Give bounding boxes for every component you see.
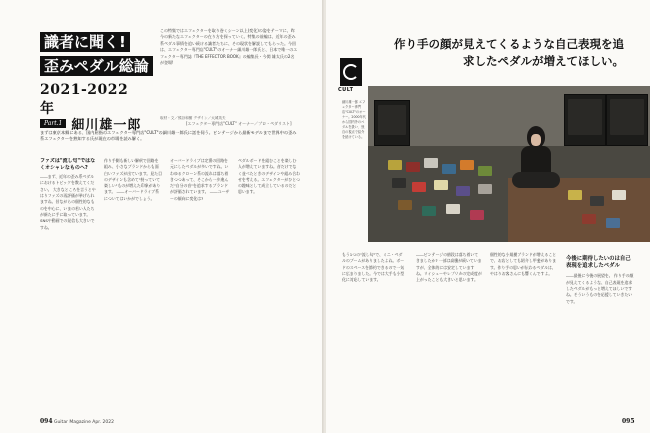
pedal xyxy=(434,180,448,190)
interviewee-name: 細川雄一郎 xyxy=(71,118,142,133)
right-folio xyxy=(622,418,635,425)
pedal xyxy=(606,218,620,228)
pedal xyxy=(442,164,456,174)
cult-logo-mark-icon xyxy=(343,64,359,80)
magazine-issue: Guitar Magazine Apr. 2022 xyxy=(53,420,114,425)
feature-credit: 取材・文／熊谷和樹 デザイン／大城英夫 xyxy=(160,116,226,120)
pedal xyxy=(388,160,402,170)
article-paragraph: ――ビンテージの値段は落ち着いてきましたか? 一部は高騰が続いていますが、全体的には安定していますね。リイシューやレプリカの完成度が上がったことも大きいと思います。 xyxy=(416,252,482,283)
pedal xyxy=(398,200,412,210)
interview-question: ファズは"流し匂"ではなくオシャレなものへ? xyxy=(40,158,96,171)
feature-title-line-1: 識者に聞く! xyxy=(40,32,130,52)
article-column-5 xyxy=(342,252,406,417)
article-paragraph: ――まず、近年の歪み系ペダルにおけるトピックを教えてください。 大きなところを言うとやはりファズの再評価が挙げられますね。昔ながらの個性的なものを中心に、いまの若い人たちが新たに手に取っています。SNSや動画での発信も大きいですね。 xyxy=(40,174,96,230)
left-page xyxy=(0,0,324,433)
left-page-number: 094 xyxy=(40,418,53,425)
feature-year-range: 2021-2022 年 xyxy=(40,82,129,117)
right-page xyxy=(326,0,650,433)
interview-photo xyxy=(368,86,650,242)
left-folio xyxy=(40,418,114,425)
article-paragraph: オーバードライブは定番の回路を元にしたペダルが多いですね。いわゆるクローン系の流れは落ち着きつつあって、そこから一歩進んだ"自分の音"を追求するブランドが評価されています。 ――ユーザーの傾向に変化は? xyxy=(170,158,230,201)
pedal xyxy=(582,214,596,224)
feature-title-block xyxy=(40,32,149,118)
pull-quote-headline: 作り手の顔が見えてくるような自己表現を追求したペダルが増えてほしい。 xyxy=(394,37,624,68)
article-column-6 xyxy=(416,252,482,417)
amp-cabinet xyxy=(564,94,606,146)
pedal xyxy=(456,186,470,196)
article-column-1 xyxy=(40,158,96,390)
pedal xyxy=(478,184,492,194)
article-paragraph: 個性的な小規模ブランドが増えることで、お店としても紹介し甲斐があります。作り手の思いが伝わるペダルは、やはりお客さんにも響くんですよ。 xyxy=(490,252,557,276)
pedal xyxy=(392,178,406,188)
amp-cabinet xyxy=(374,100,410,146)
article-column-7 xyxy=(490,252,558,417)
cult-logo-text: CULT xyxy=(338,87,354,93)
cult-logo xyxy=(340,58,362,86)
pedal xyxy=(406,162,420,172)
part-label: Part.1 xyxy=(40,119,66,128)
interviewee-figure xyxy=(518,126,554,196)
pedal xyxy=(470,210,484,220)
article-paragraph: ペダルボードを組むことを楽しむ人が増えていますね。音だけでなく並べたときのデザインや組み合わせを考える。エフェクターがひとつの趣味として成立しているのだと思います。 xyxy=(238,158,300,195)
right-page-number: 095 xyxy=(622,418,635,425)
pedal xyxy=(446,204,460,214)
pedal xyxy=(590,196,604,206)
article-column-3 xyxy=(170,158,230,390)
pedal xyxy=(460,160,474,170)
pedal xyxy=(424,158,438,168)
feature-title-line-2: 歪みペダル総論 xyxy=(40,56,153,76)
pedal xyxy=(612,190,626,200)
article-paragraph: もう1つの"流し匂"で、ミニ・ペダルのブームがありましたよね。ボードのスペースを節約できるので一気に広まりました。今では大手も小型化に対応しています。 xyxy=(342,252,405,283)
pedal xyxy=(568,190,582,200)
profile-caption: 細川雄一郎 エフェクター専門店"CULT"のオーナー。2000年代から国内外のペダルを扱い、独自の視点で紹介を続けている。 xyxy=(342,100,366,139)
pedal xyxy=(412,182,426,192)
article-paragraph: 作り手側も新しい解釈で回路を組み、小さなブランドからも面白いファズが出ています。見た目のデザインも含めて"持っていて楽しい"ものが増えた印象があります。 ――オーバードライブ系についてはいかがでしょう。 xyxy=(104,158,162,201)
article-column-2 xyxy=(104,158,162,390)
article-paragraph: ――最後に今後の展望を。 作り手の顔が見えてくるような、自己表現を追求したペダルがもっと増えてほしいですね。そういうものを応援していきたいです。 xyxy=(566,273,634,304)
pedal xyxy=(478,166,492,176)
interviewee-role: [エフェクター専門店"CULT" オーナー／プロ・ペダリスト] xyxy=(186,121,292,126)
feature-intro: この特集ではエフェクターを取り巻くシーン以上(変化)の姿をテーマに、昨今の新たなエフェクターの在り方を探っていく。特集の前編は、近年の歪み系ペダル事情を追い続ける識者たちに、その現状を解説してもらった。今回は、エフェクター専門店"CULT"のオーナー細川雄一郎氏と、日本で唯一のエフェクター専門誌『THE EFFECTOR BOOK』の編集長・今関 雄太氏の2名が登場! xyxy=(160,28,298,66)
article-column-4 xyxy=(238,158,300,390)
article-column-8 xyxy=(566,252,636,417)
article-lead: まずは東京本郷にある、国内屈指のエフェクター専門店"CULT"の細川雄一郎氏に話を伺う。ビンテージから最新モデルまで世界中の歪み系エフェクターを熟知する氏が現在の市場を読み解く。 xyxy=(40,130,297,142)
pedal xyxy=(422,206,436,216)
section-subhead: 今後に期待したいのは自己表現を追求したペダル xyxy=(566,256,631,270)
amp-cabinet xyxy=(606,94,648,146)
